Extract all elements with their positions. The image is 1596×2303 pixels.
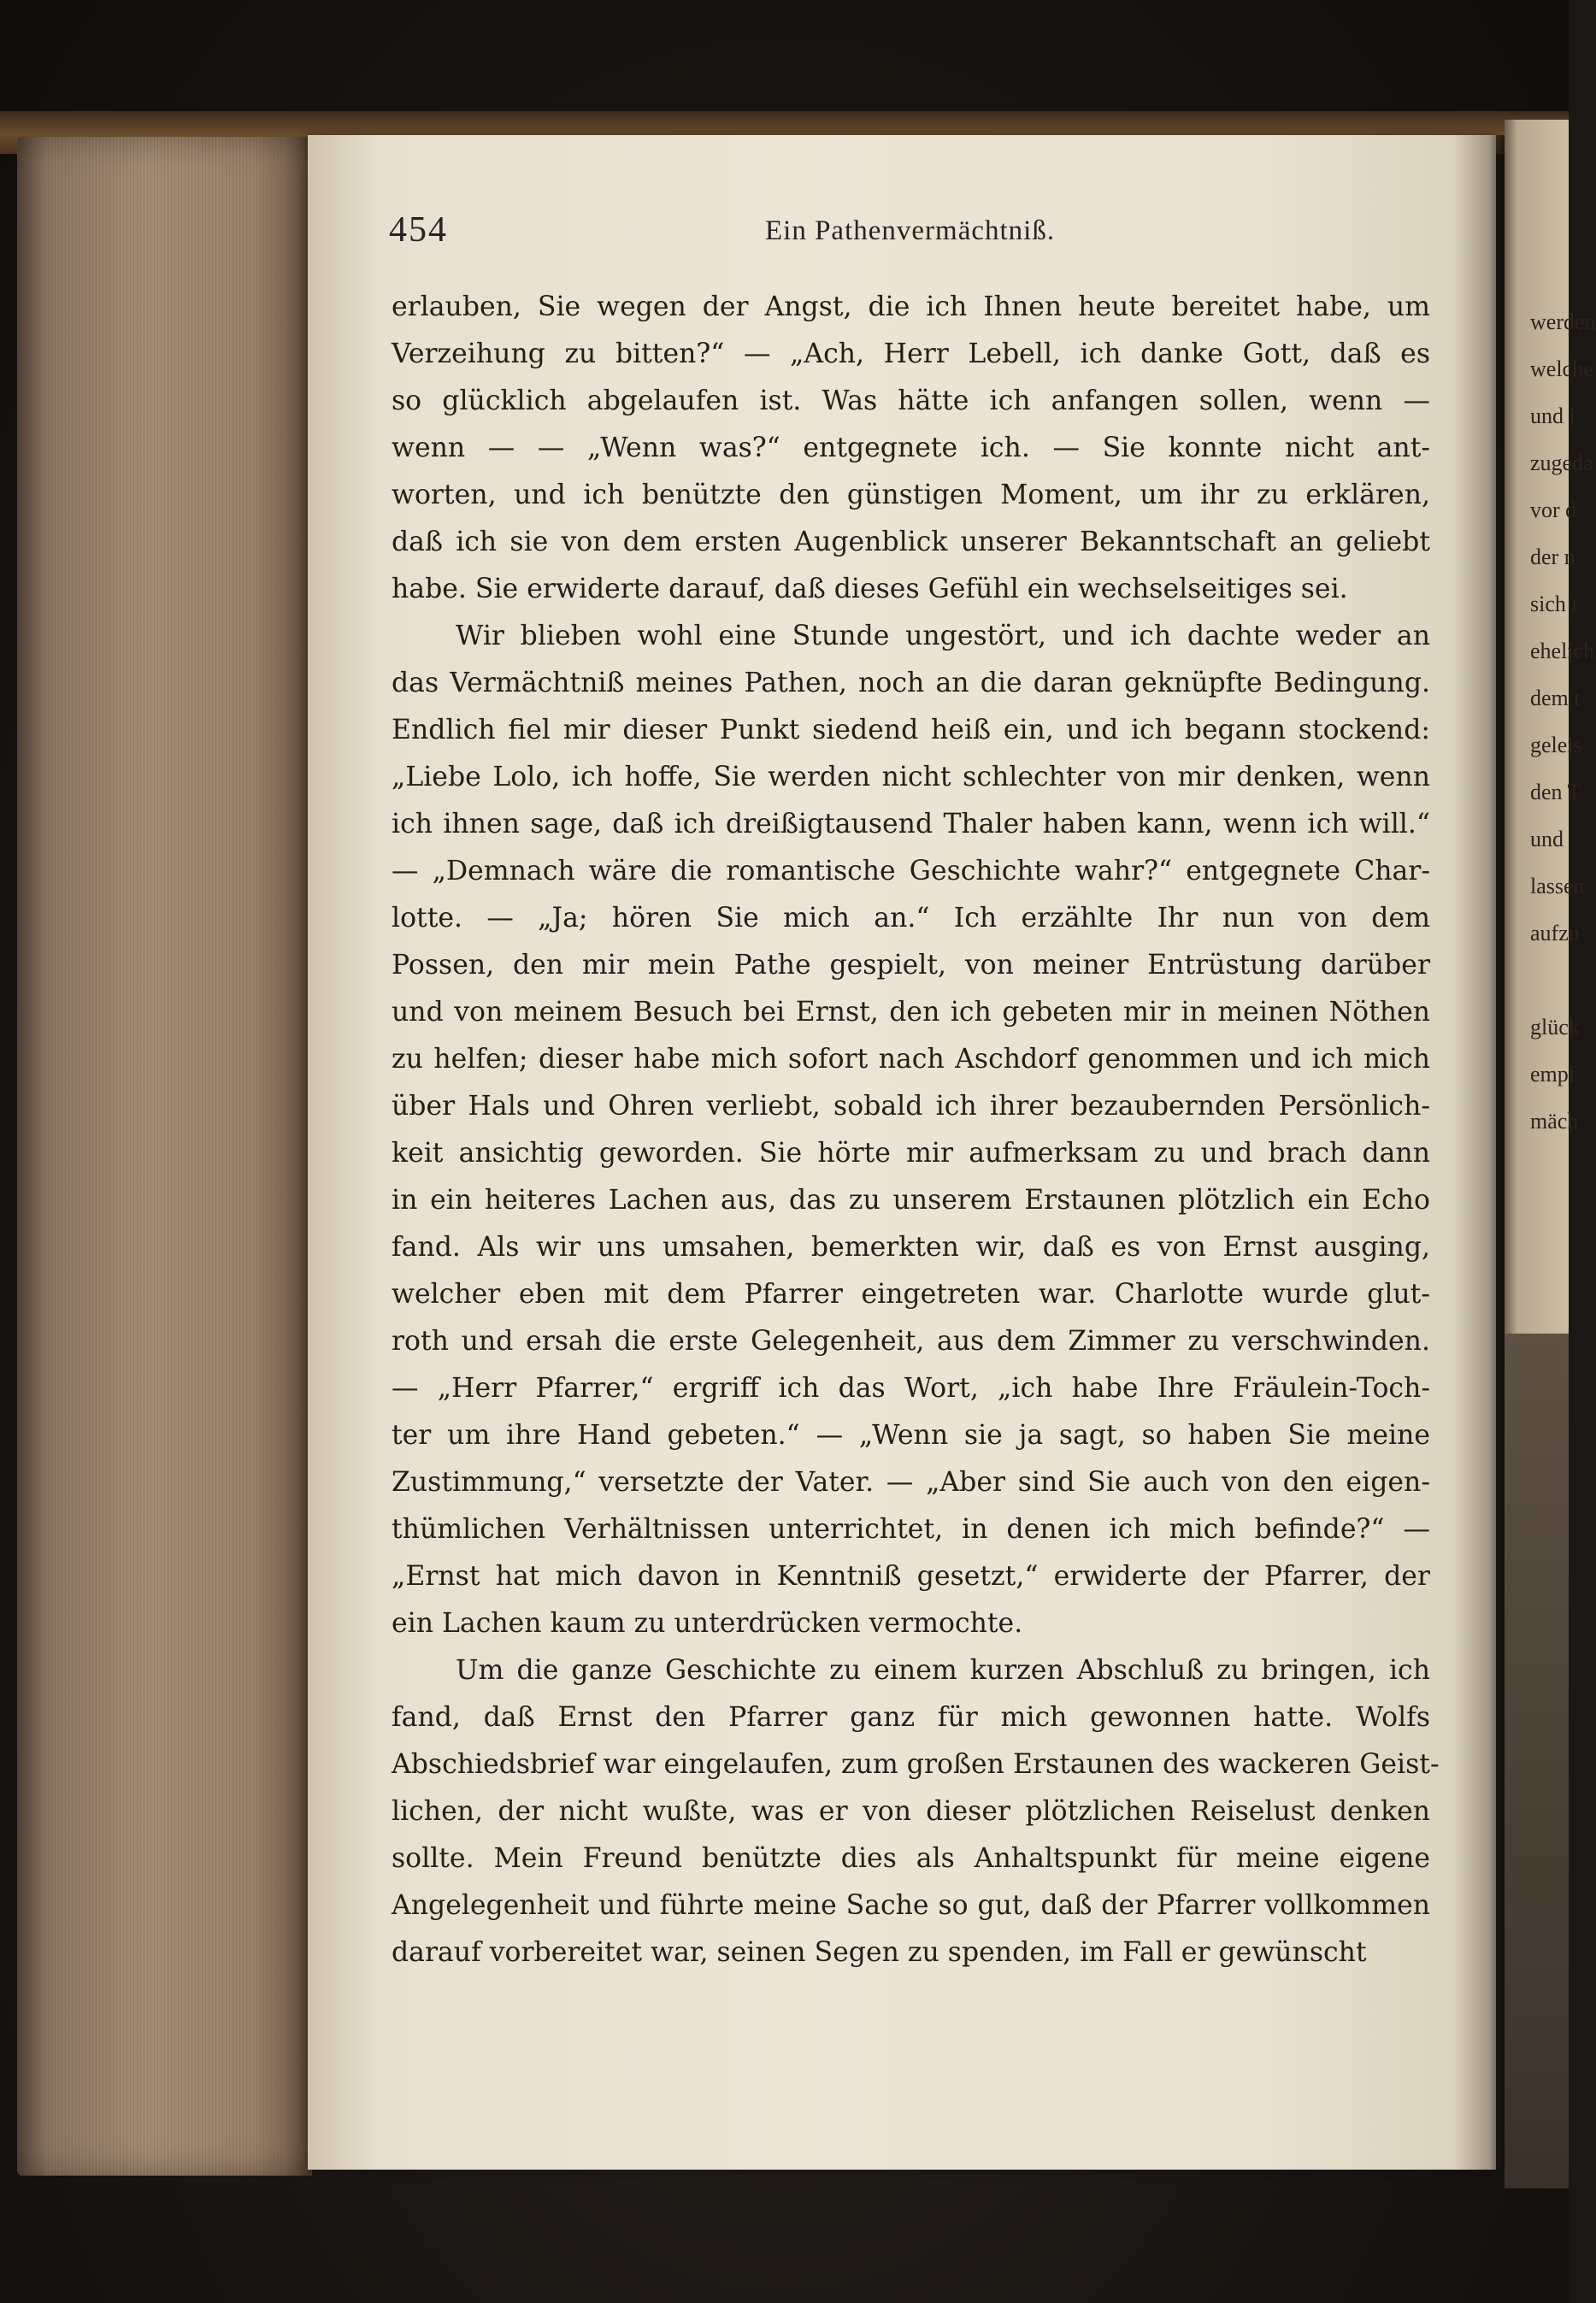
text-line: fand. Als wir uns umsahen, bemerkten wir, daß es von Ernst ausging, xyxy=(392,1232,1430,1263)
text-line: thümlichen Verhältnissen unterrichtet, in denen ich mich befinde?“ — xyxy=(392,1514,1430,1545)
text-line: fand, daß Ernst den Pfarrer ganz für mich gewonnen hatte. Wolfs xyxy=(392,1702,1430,1733)
text-line: erlauben, Sie wegen der Angst, die ich Ihnen heute bereitet habe, um xyxy=(392,292,1430,322)
text-line: zu helfen; dieser habe mich sofort nach Aschdorf genommen und ich mich xyxy=(392,1044,1430,1075)
facing-line: empf xyxy=(1530,1062,1576,1087)
text-line: ein Lachen kaum zu unterdrücken vermochte. xyxy=(392,1608,1023,1639)
text-line: Abschiedsbrief war eingelaufen, zum großen Erstaunen des wackeren Geist- xyxy=(392,1749,1440,1780)
text-line: worten, und ich benützte den günstigen Moment, um ihr zu erklären, xyxy=(392,480,1430,510)
text-line: lotte. — „Ja; hören Sie mich an.“ Ich erzählte Ihr nun von dem xyxy=(392,903,1430,934)
paragraph xyxy=(392,284,1430,613)
text-line: Possen, den mir mein Pathe gespielt, von meiner Entrüstung darüber xyxy=(392,950,1430,981)
text-line: Endlich fiel mir dieser Punkt siedend heiß ein, und ich begann stockend: xyxy=(392,715,1430,745)
facing-line xyxy=(1530,957,1596,1004)
facing-line: glück xyxy=(1530,1015,1580,1040)
text-line: „Ernst hat mich davon in Kenntniß gesetzt,“ erwiderte der Pfarrer, der xyxy=(392,1561,1430,1592)
facing-line: den T xyxy=(1530,780,1581,804)
text-line: das Vermächtniß meines Pathen, noch an die daran geknüpfte Bedingung. xyxy=(392,668,1430,698)
facing-line: dem t xyxy=(1530,686,1581,710)
paragraph xyxy=(392,1647,1440,1976)
text-line: so glücklich abgelaufen ist. Was hätte ich anfangen sollen, wenn — xyxy=(392,386,1430,416)
text-line: sollte. Mein Freund benützte dies als Anhaltspunkt für meine eigene xyxy=(392,1843,1430,1874)
text-line: habe. Sie erwiderte darauf, daß dieses Gefühl ein wechselseitiges sei. xyxy=(392,574,1348,604)
text-line: lichen, der nicht wußte, was er von dieser plötzlichen Reiselust denken xyxy=(392,1796,1430,1827)
facing-page-text xyxy=(1530,299,1596,1146)
facing-page xyxy=(1505,120,1596,1334)
text-line: über Hals und Ohren verliebt, sobald ich ihrer bezaubernden Persönlich- xyxy=(392,1091,1430,1122)
text-line: roth und ersah die erste Gelegenheit, aus dem Zimmer zu verschwinden. xyxy=(392,1326,1430,1357)
text-line: in ein heiteres Lachen aus, das zu unserem Erstaunen plötzlich ein Echo xyxy=(392,1185,1430,1216)
facing-line: aufzu xyxy=(1530,921,1580,945)
body-text xyxy=(392,284,1440,1976)
text-line: — „Herr Pfarrer,“ ergriff ich das Wort, „ich habe Ihre Fräulein-Toch- xyxy=(392,1373,1430,1404)
facing-line: sich i xyxy=(1530,592,1578,616)
text-line: darauf vorbereitet war, seinen Segen zu spenden, im Fall er gewünscht xyxy=(392,1937,1367,1968)
text-line: und von meinem Besuch bei Ernst, den ich gebeten mir in meinen Nöthen xyxy=(392,997,1430,1028)
text-line: wenn — — „Wenn was?“ entgegnete ich. — Sie konnte nicht ant- xyxy=(392,433,1430,463)
text-line: Verzeihung zu bitten?“ — „Ach, Herr Lebell, ich danke Gott, daß es xyxy=(392,339,1430,369)
facing-line: und i xyxy=(1530,403,1575,428)
running-title: Ein Pathenvermächtniß. xyxy=(765,215,1056,246)
facing-line: zugeda xyxy=(1530,451,1593,475)
facing-page-shadow xyxy=(1505,1334,1569,2188)
text-line: Wir blieben wohl eine Stunde ungestört, und ich dachte weder an xyxy=(456,621,1430,651)
text-line: Um die ganze Geschichte zu einem kurzen Abschluß zu bringen, ich xyxy=(456,1655,1430,1686)
facing-line: mäch xyxy=(1530,1109,1579,1134)
page-stack-edges xyxy=(17,137,312,2176)
book-gutter xyxy=(1453,135,1505,2170)
text-line: Zustimmung,“ versetzte der Vater. — „Aber sind Sie auch von den eigen- xyxy=(392,1467,1430,1498)
facing-line: vor d xyxy=(1530,498,1577,522)
facing-line: und xyxy=(1530,827,1564,851)
text-line: ter um ihre Hand gebeten.“ — „Wenn sie ja sagt, so haben Sie meine xyxy=(392,1420,1430,1451)
text-line: ich ihnen sage, daß ich dreißigtausend Thaler haben kann, wenn ich will.“ xyxy=(392,809,1430,839)
text-line: Angelegenheit und führte meine Sache so gut, daß der Pfarrer vollkommen xyxy=(392,1890,1430,1921)
text-line: keit ansichtig geworden. Sie hörte mir aufmerksam zu und brach dann xyxy=(392,1138,1430,1169)
facing-line: welche xyxy=(1530,356,1593,381)
facing-line: geleis xyxy=(1530,733,1582,757)
facing-line: lassen xyxy=(1530,874,1585,898)
facing-line: werden xyxy=(1530,309,1596,334)
text-line: — „Demnach wäre die romantische Geschichte wahr?“ entgegnete Char- xyxy=(392,856,1430,886)
paragraph xyxy=(392,613,1430,1647)
text-line: daß ich sie von dem ersten Augenblick unserer Bekanntschaft an geliebt xyxy=(392,527,1430,557)
text-line: welcher eben mit dem Pfarrer eingetreten war. Charlotte wurde glut- xyxy=(392,1279,1430,1310)
facing-line: ehelich xyxy=(1530,639,1595,663)
text-line: „Liebe Lolo, ich hoffe, Sie werden nicht schlechter von mir denken, wenn xyxy=(392,762,1430,792)
facing-line: der n xyxy=(1530,545,1575,569)
page-number: 454 xyxy=(389,210,448,250)
